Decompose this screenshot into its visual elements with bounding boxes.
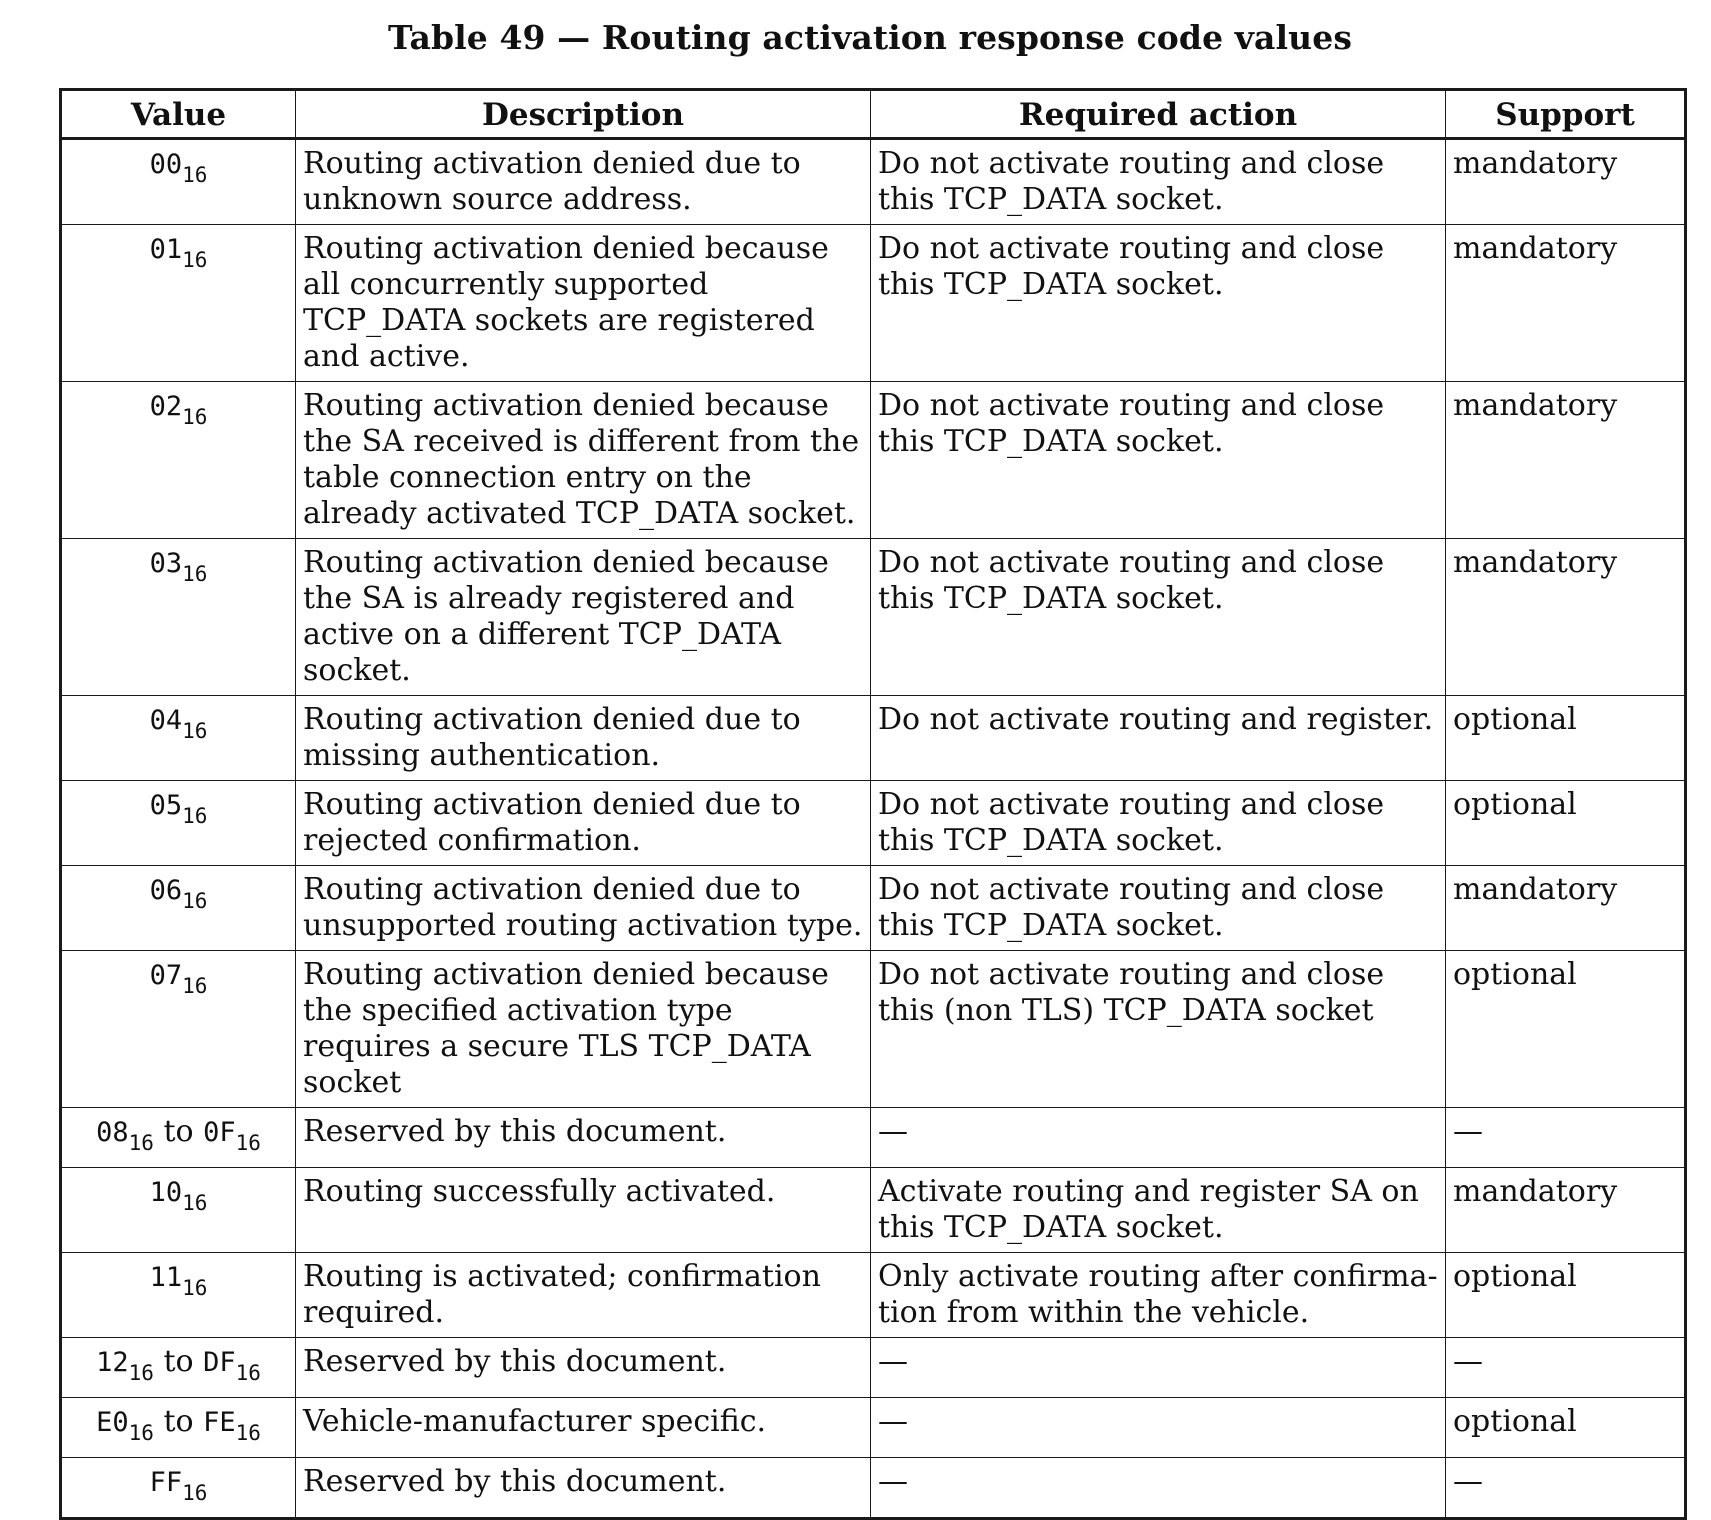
- required-action-cell: Do not activate routing and close this TCP_DATA socket.: [871, 139, 1446, 225]
- description-cell: Routing activation denied because all concurrently supported TCP_DATA sockets are registered and active.: [296, 225, 871, 382]
- description-cell: Routing activation denied due to unsupported routing activation type.: [296, 866, 871, 951]
- value-hex-end: DF: [203, 1347, 236, 1378]
- support-cell: optional: [1446, 696, 1686, 781]
- required-action-cell: —: [871, 1458, 1446, 1519]
- table-row: [61, 1458, 1686, 1519]
- description-cell: Routing activation denied due to rejected confirmation.: [296, 781, 871, 866]
- header-support: Support: [1446, 90, 1686, 139]
- header-required-action: Required action: [871, 90, 1446, 139]
- description-cell: Vehicle-manufacturer specific.: [296, 1398, 871, 1458]
- table-row: [61, 1108, 1686, 1168]
- value-hex: 10: [149, 1177, 183, 1208]
- description-cell: Routing activation denied because the SA is already registered and active on a different TCP_DATA socket.: [296, 539, 871, 696]
- value-cell: [61, 225, 296, 382]
- value-radix: 16: [182, 405, 208, 429]
- support-cell: mandatory: [1446, 382, 1686, 539]
- value-radix: 16: [182, 1276, 208, 1300]
- support-cell: mandatory: [1446, 139, 1686, 225]
- value-cell: [61, 696, 296, 781]
- value-radix-end: 16: [235, 1361, 261, 1385]
- value-cell: [61, 781, 296, 866]
- range-separator: to: [163, 1114, 194, 1149]
- header-row: [61, 90, 1686, 139]
- table-body: [61, 139, 1686, 1519]
- value-cell: [61, 382, 296, 539]
- value-hex: E0: [96, 1407, 129, 1438]
- table-caption: Table 49 — Routing activation response code values: [387, 18, 1353, 57]
- value-radix: 16: [182, 974, 208, 998]
- required-action-cell: Do not activate routing and close this TCP_DATA socket.: [871, 866, 1446, 951]
- required-action-cell: —: [871, 1338, 1446, 1398]
- value-cell: [61, 1458, 296, 1519]
- required-action-cell: Do not activate routing and close this TCP_DATA socket.: [871, 225, 1446, 382]
- support-cell: mandatory: [1446, 1168, 1686, 1253]
- value-radix: 16: [128, 1131, 154, 1155]
- value-hex: 05: [149, 790, 183, 821]
- description-cell: Routing activation denied due to unknown source address.: [296, 139, 871, 225]
- required-action-cell: Do not activate routing and close this TCP_DATA socket.: [871, 382, 1446, 539]
- description-cell: Reserved by this document.: [296, 1338, 871, 1398]
- value-hex: 11: [149, 1262, 183, 1293]
- table-row: [61, 1253, 1686, 1338]
- description-cell: Routing is activated; confirmation required.: [296, 1253, 871, 1338]
- support-cell: mandatory: [1446, 225, 1686, 382]
- value-radix: 16: [182, 248, 208, 272]
- value-cell: [61, 539, 296, 696]
- value-hex: 08: [96, 1117, 129, 1148]
- value-hex: 03: [149, 548, 183, 579]
- support-cell: mandatory: [1446, 866, 1686, 951]
- table-row: [61, 696, 1686, 781]
- value-cell: [61, 1253, 296, 1338]
- table-row: [61, 866, 1686, 951]
- table-row: [61, 781, 1686, 866]
- description-cell: Routing activation denied because the specified activation type requires a secure TLS TCP_DATA socket: [296, 951, 871, 1108]
- table-row: [61, 225, 1686, 382]
- value-radix: 16: [182, 163, 208, 187]
- required-action-cell: Do not activate routing and close this TCP_DATA socket.: [871, 539, 1446, 696]
- value-cell: [61, 866, 296, 951]
- value-hex: 00: [149, 149, 183, 180]
- range-separator: to: [163, 1404, 194, 1439]
- value-radix: 16: [182, 889, 208, 913]
- table-row: [61, 539, 1686, 696]
- value-cell: [61, 951, 296, 1108]
- support-cell: mandatory: [1446, 539, 1686, 696]
- value-hex: 12: [96, 1347, 129, 1378]
- value-radix: 16: [182, 804, 208, 828]
- table-row: [61, 382, 1686, 539]
- value-radix-end: 16: [235, 1421, 261, 1445]
- value-radix: 16: [128, 1361, 154, 1385]
- support-cell: —: [1446, 1338, 1686, 1398]
- table-row: [61, 1338, 1686, 1398]
- support-cell: —: [1446, 1108, 1686, 1168]
- description-cell: Reserved by this document.: [296, 1108, 871, 1168]
- value-hex: 01: [149, 234, 183, 265]
- value-hex: 06: [149, 875, 183, 906]
- value-radix: 16: [182, 1481, 208, 1505]
- value-radix: 16: [182, 562, 208, 586]
- value-hex-end: 0F: [203, 1117, 236, 1148]
- value-cell: [61, 1338, 296, 1398]
- required-action-cell: Activate routing and register SA on this TCP_DATA socket.: [871, 1168, 1446, 1253]
- value-radix: 16: [128, 1421, 154, 1445]
- value-cell: [61, 1398, 296, 1458]
- value-cell: [61, 1108, 296, 1168]
- table-row: [61, 139, 1686, 225]
- value-radix: 16: [182, 1191, 208, 1215]
- required-action-cell: Do not activate routing and close this (non TLS) TCP_DATA socket: [871, 951, 1446, 1108]
- description-cell: Routing successfully activated.: [296, 1168, 871, 1253]
- value-hex: 04: [149, 705, 183, 736]
- description-cell: Routing activation denied due to missing authentication.: [296, 696, 871, 781]
- support-cell: optional: [1446, 781, 1686, 866]
- support-cell: optional: [1446, 951, 1686, 1108]
- header-value: Value: [61, 90, 296, 139]
- response-code-table: [59, 88, 1687, 1520]
- required-action-cell: Do not activate routing and register.: [871, 696, 1446, 781]
- required-action-cell: —: [871, 1108, 1446, 1168]
- value-hex: 02: [149, 391, 183, 422]
- header-description: Description: [296, 90, 871, 139]
- value-radix: 16: [182, 719, 208, 743]
- value-cell: [61, 139, 296, 225]
- value-cell: [61, 1168, 296, 1253]
- description-cell: Reserved by this document.: [296, 1458, 871, 1519]
- support-cell: —: [1446, 1458, 1686, 1519]
- description-cell: Routing activation denied because the SA received is different from the table connection entry on the already activated TCP_DATA socket.: [296, 382, 871, 539]
- support-cell: optional: [1446, 1398, 1686, 1458]
- support-cell: optional: [1446, 1253, 1686, 1338]
- value-hex: 07: [149, 960, 183, 991]
- value-hex: FF: [149, 1467, 183, 1498]
- table-row: [61, 951, 1686, 1108]
- required-action-cell: Do not activate routing and close this TCP_DATA socket.: [871, 781, 1446, 866]
- required-action-cell: —: [871, 1398, 1446, 1458]
- required-action-cell: Only activate routing after confirma-tion from within the vehicle.: [871, 1253, 1446, 1338]
- table-row: [61, 1168, 1686, 1253]
- value-hex-end: FE: [203, 1407, 236, 1438]
- value-radix-end: 16: [235, 1131, 261, 1155]
- table-row: [61, 1398, 1686, 1458]
- range-separator: to: [163, 1344, 194, 1379]
